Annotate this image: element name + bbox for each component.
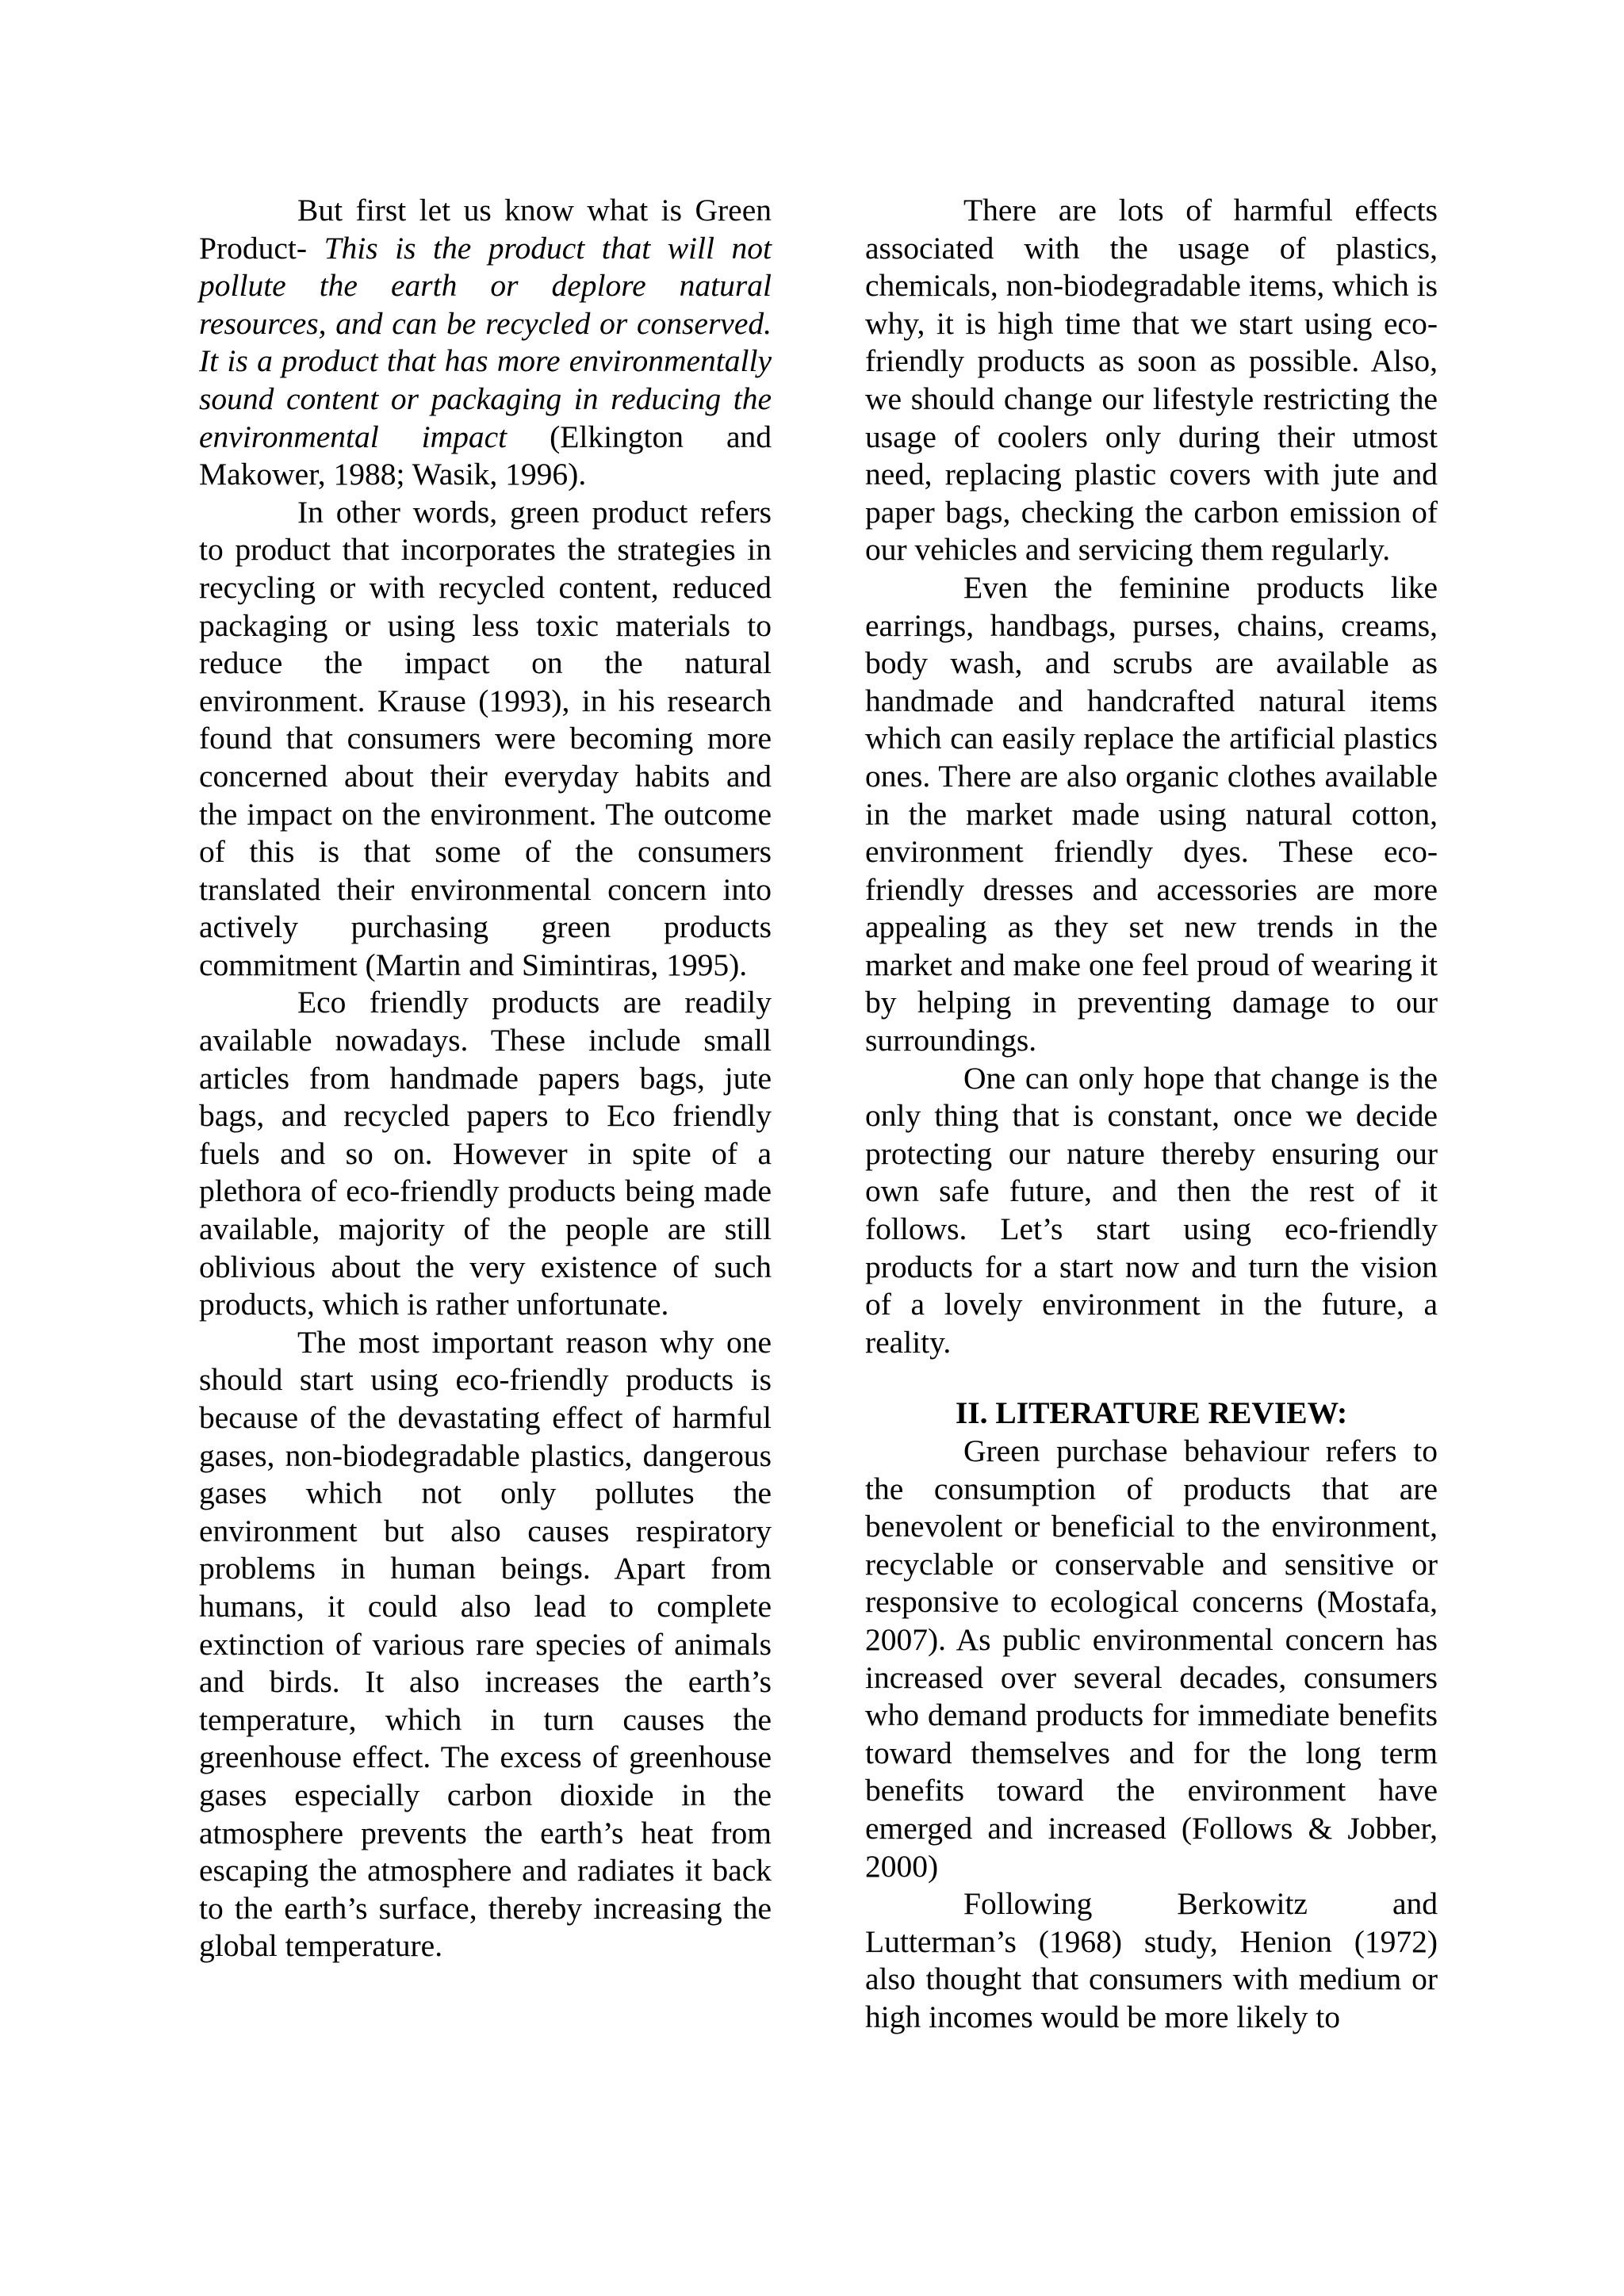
paragraph-berkowitz-study: Following Berkowitz and Lutterman’s (1968) study, Henion (1972) also thought that consumers with medium or high incomes would be more likely to: [865, 1886, 1438, 2034]
section-heading-literature-review: II. LITERATURE REVIEW:: [955, 1395, 1348, 1431]
paragraph-other-words: In other words, green product refers to product that incorporates the strategies in recycling or with recycled content, reduced packaging or using less toxic materials to reduce the impact on the natural environment. Krause (1993), in his research found that consumers were becoming more concerned about their everyday habits and the impact on the environment. The outcome of this is that some of the consumers translated their environmental concern into actively purchasing green products commitment (Martin and Simintiras, 1995).: [199, 494, 772, 982]
right-column: [865, 192, 1438, 2037]
paragraph-eco-friendly-available: Eco friendly products are readily available nowadays. These include small articles from handmade papers bags, jute bags, and recycled papers to Eco friendly fuels and so on. However in spite of a plethora of eco-friendly products being made available, majority of the people are still oblivious about the very existence of such products, which is rather unfortunate.: [199, 985, 772, 1322]
paragraph-feminine-products: Even the feminine products like earrings, handbags, purses, chains, creams, body wash, and scrubs are available as handmade and handcrafted natural items which can easily replace the artificial plastics ones. There are also organic clothes available in the market made using natural cotton, environment friendly dyes. These eco-friendly dresses and accessories are more appealing as they set new trends in the market and make one feel proud of wearing it by helping in preventing damage to our surroundings.: [865, 569, 1438, 1058]
green-product-definition-italic: This is the product that will not pollute the earth or deplore natural resources, and can be recycled or conserved. It is a product that has more environmentally sound content or packaging in reducing the environmental impact: [199, 230, 772, 454]
paragraph-green-purchase-behaviour: Green purchase behaviour refers to the consumption of products that are benevolent or beneficial to the environment, recyclable or conservable and sensitive or responsive to ecological concerns (Mostafa, 2007). As public environmental concern has increased over several decades, consumers who demand products for immediate benefits toward themselves and for the long term benefits toward the environment have emerged and increased (Follows & Jobber, 2000): [865, 1433, 1438, 1884]
paragraph-harmful-effects: There are lots of harmful effects associated with the usage of plastics, chemicals, non-biodegradable items, which is why, it is high time that we start using eco-friendly products as soon as possible. Also, we should change our lifestyle restricting the usage of coolers only during their utmost need, replacing plastic covers with jute and paper bags, checking the carbon emission of our vehicles and servicing them regularly.: [865, 193, 1438, 568]
paragraph-change-constant: One can only hope that change is the only thing that is constant, once we decide protecting our nature thereby ensuring our own safe future, and then the rest of it follows. Let’s start using eco-friendly products for a start now and turn the vision of a lovely environment in the future, a reality.: [865, 1060, 1438, 1360]
left-column: [199, 192, 772, 1965]
definition-citation: (Elkington and Makower, 1988; Wasik, 1996).: [199, 419, 772, 492]
paragraph-intro-text: But first let us know what is Green Product-: [199, 193, 772, 266]
paragraph-green-product-definition: [199, 192, 772, 494]
paragraph-important-reason: The most important reason why one should start using eco-friendly products is because of the devastating effect of harmful gases, non-biodegradable plastics, dangerous gases which not only pollutes the environment but also causes respiratory problems in human beings. Apart from humans, it could also lead to complete extinction of various rare species of animals and birds. It also increases the earth’s temperature, which in turn causes the greenhouse effect. The excess of greenhouse gases especially carbon dioxide in the atmosphere prevents the earth’s heat from escaping the atmosphere and radiates it back to the earth’s surface, thereby increasing the global temperature.: [199, 1324, 772, 1964]
